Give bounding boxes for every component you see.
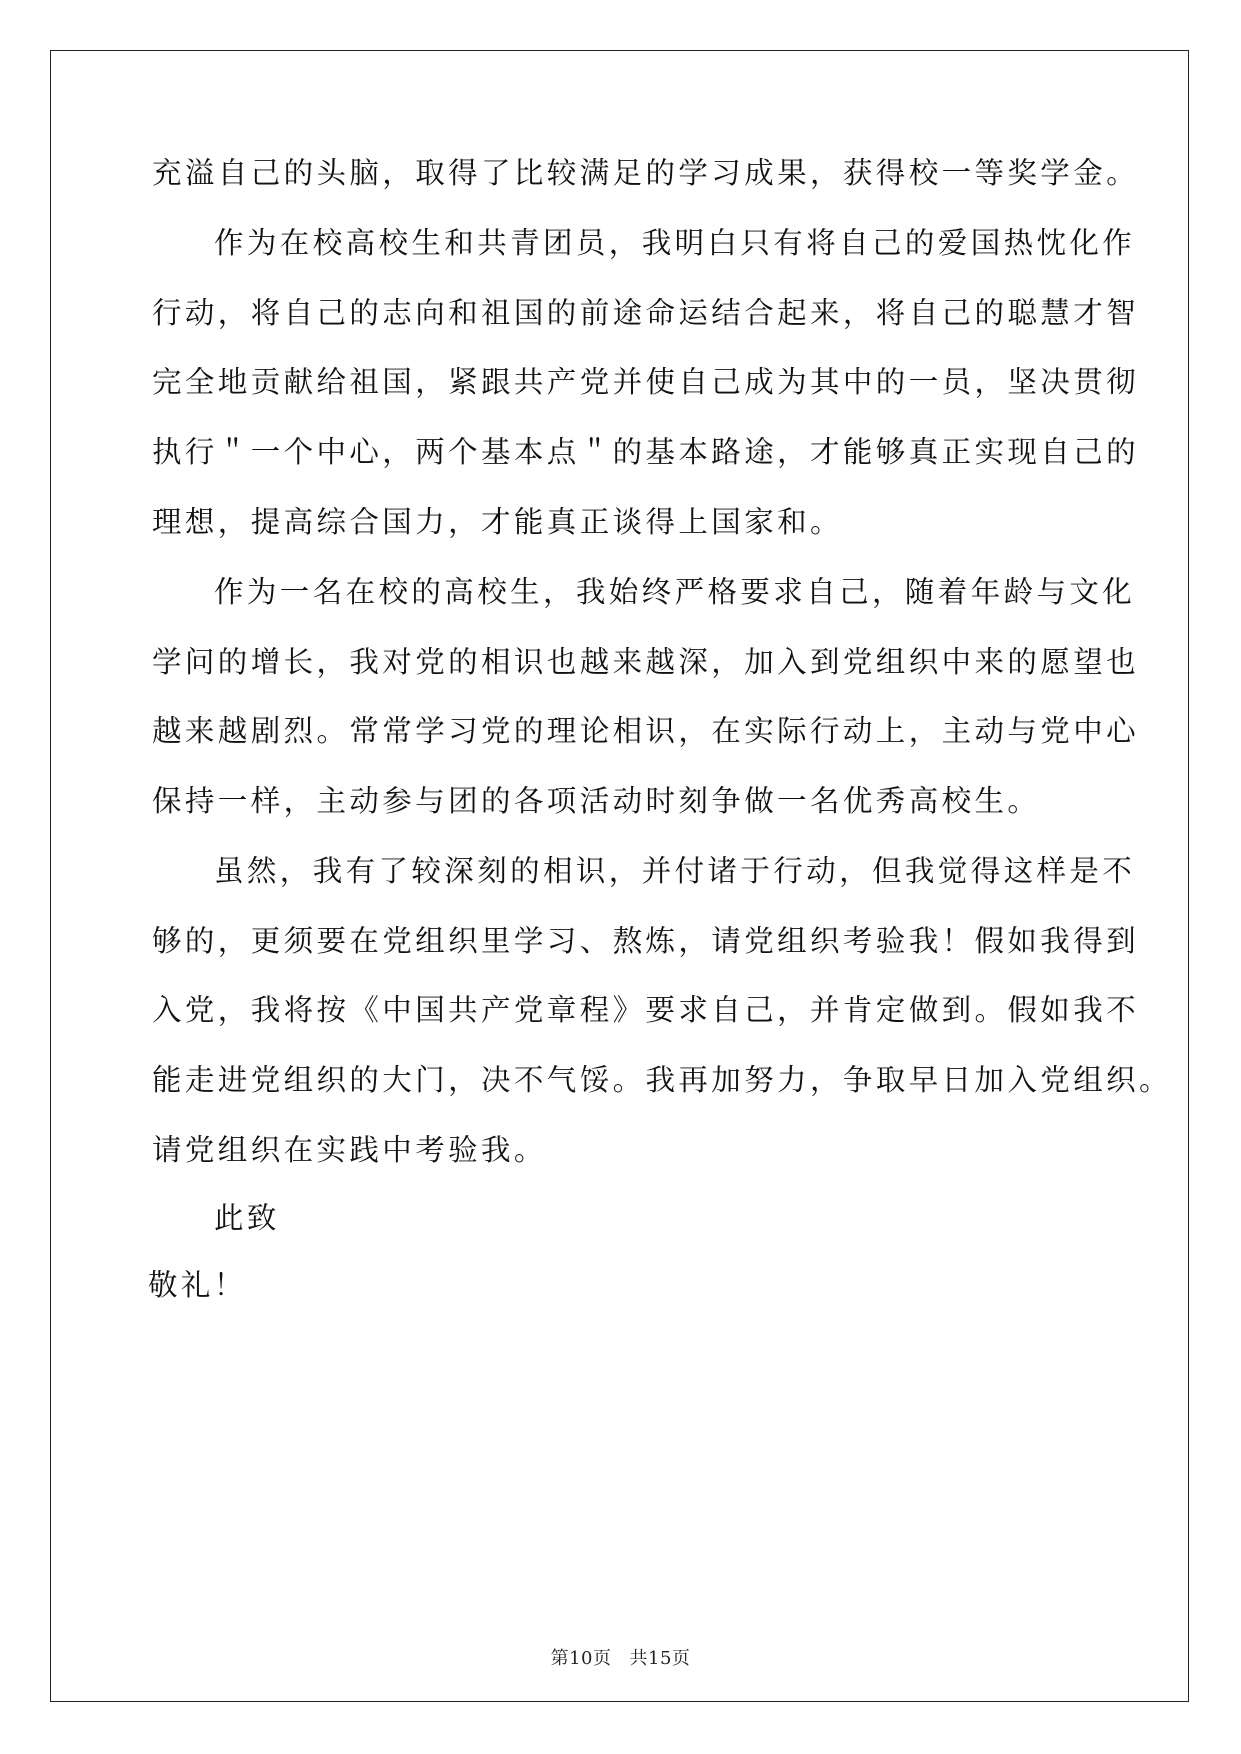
body-line-8: 学问的增长，我对党的相识也越来越深，加入到党组织中来的愿望也 <box>152 645 1140 679</box>
body-line-14: 能走进党组织的大门，决不气馁。我再加努力，争取早日加入党组织。 <box>152 1063 1172 1097</box>
page-total: 共15页 <box>629 1648 691 1669</box>
body-line-15: 请党组织在实践中考验我。 <box>152 1133 547 1167</box>
body-line-2: 作为在校高校生和共青团员，我明白只有将自己的爱国热忱化作 <box>214 226 1136 260</box>
body-line-6: 理想，提高综合国力，才能真正谈得上国家和。 <box>152 505 843 539</box>
body-line-4: 完全地贡献给祖国，紧跟共产党并使自己成为其中的一员，坚决贯彻 <box>152 365 1140 399</box>
body-line-1: 充溢自己的头脑，取得了比较满足的学习成果，获得校一等奖学金。 <box>152 156 1140 190</box>
body-line-10: 保持一样，主动参与团的各项活动时刻争做一名优秀高校生。 <box>152 784 1041 818</box>
page-number: 第10页 <box>550 1648 612 1669</box>
body-line-5: 执行＂一个中心，两个基本点＂的基本路途，才能够真正实现自己的 <box>152 435 1140 469</box>
body-line-12: 够的，更须要在党组织里学习、熬炼，请党组织考验我！假如我得到 <box>152 924 1140 958</box>
body-line-11: 虽然，我有了较深刻的相识，并付诸于行动，但我觉得这样是不 <box>214 854 1136 888</box>
body-line-13: 入党，我将按《中国共产党章程》要求自己，并肯定做到。假如我不 <box>152 993 1140 1027</box>
closing-salutation: 此致 <box>214 1201 280 1235</box>
body-line-3: 行动，将自己的志向和祖国的前途命运结合起来，将自己的聪慧才智 <box>152 296 1140 330</box>
closing-regards: 敬礼！ <box>148 1268 247 1302</box>
body-line-7: 作为一名在校的高校生，我始终严格要求自己，随着年龄与文化 <box>214 575 1136 609</box>
page-footer <box>0 1644 1241 1670</box>
body-line-9: 越来越剧烈。常常学习党的理论相识，在实际行动上，主动与党中心 <box>152 714 1140 748</box>
